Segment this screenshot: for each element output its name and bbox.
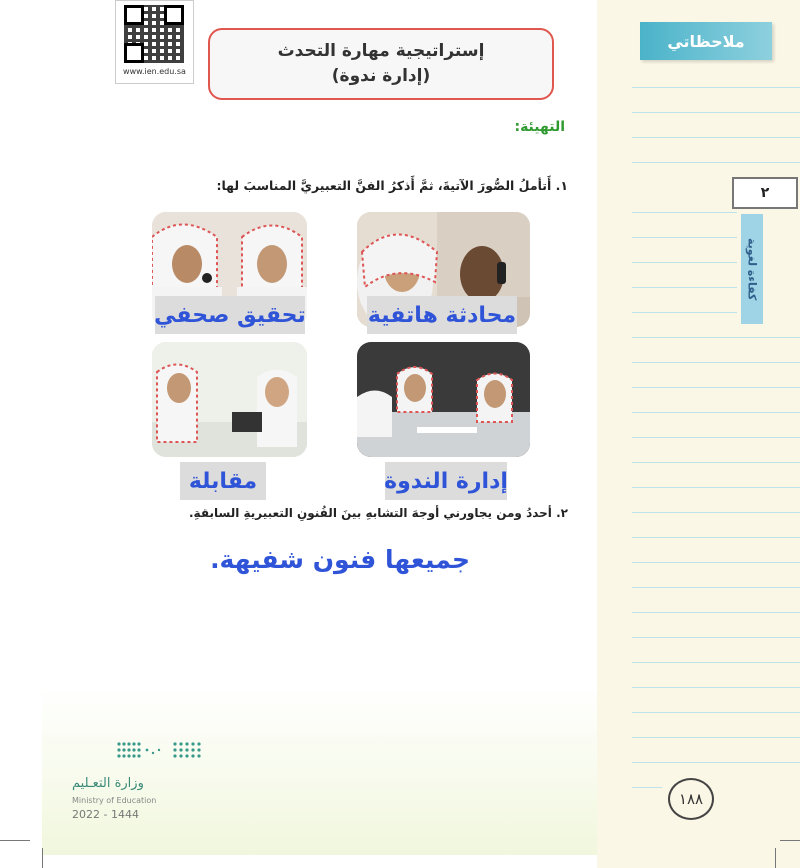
- qr-finder: [124, 5, 144, 25]
- ministry-logo-icon: [115, 740, 205, 762]
- lesson-subtitle: (إدارة ندوة): [331, 66, 431, 86]
- note-line: [632, 162, 800, 163]
- crop-mark: [42, 848, 43, 868]
- note-line: [632, 87, 800, 88]
- note-line: [632, 287, 737, 288]
- note-line: [632, 712, 800, 713]
- note-line: [632, 787, 662, 788]
- crop-mark: [780, 840, 800, 841]
- note-line: [632, 587, 800, 588]
- edition-year: 2022 - 1444: [72, 808, 139, 821]
- qr-finder: [124, 43, 144, 63]
- note-line: [632, 537, 800, 538]
- ministry-name-en: Ministry of Education: [72, 796, 157, 805]
- note-line: [632, 387, 800, 388]
- notes-tab: ملاحظاتي: [640, 22, 772, 60]
- note-line: [632, 637, 800, 638]
- note-line: [632, 462, 800, 463]
- note-line: [632, 437, 800, 438]
- note-line: [632, 412, 800, 413]
- note-line: [632, 687, 800, 688]
- unit-title: كفاءة لغوية: [745, 237, 759, 301]
- crop-mark: [775, 848, 776, 868]
- note-line: [632, 512, 800, 513]
- note-line: [632, 337, 800, 338]
- qr-finder: [164, 5, 184, 25]
- note-line: [632, 262, 737, 263]
- lesson-title: إستراتيجية مهارة التحدث: [277, 41, 485, 61]
- seminar-image: [357, 342, 530, 457]
- photo-interview: [152, 342, 307, 457]
- interview-image: [152, 342, 307, 457]
- note-line: [632, 137, 800, 138]
- caption-press-investigation: تحقيق صحفي: [155, 296, 305, 334]
- caption-interview: مقابلة: [180, 462, 266, 500]
- note-line: [632, 737, 800, 738]
- unit-title-strip: [741, 214, 763, 324]
- note-line: [632, 487, 800, 488]
- note-line: [632, 312, 737, 313]
- note-line: [632, 362, 800, 363]
- photo-seminar: [357, 342, 530, 457]
- handwritten-answer: جميعها فنون شفيهة.: [210, 545, 470, 574]
- note-line: [632, 662, 800, 663]
- page-number: ١٨٨: [668, 778, 714, 820]
- note-line: [632, 762, 800, 763]
- note-line: [632, 112, 800, 113]
- note-line: [632, 562, 800, 563]
- question-2: ٢. أحددُ ومن يجاورني أوجهَ التشابهِ بينَ الفُنونِ التعبيريةِ السابقةِ.: [189, 506, 568, 520]
- section-label: التهيئة:: [514, 119, 565, 135]
- unit-number-box: ٢: [732, 177, 798, 209]
- note-line: [632, 612, 800, 613]
- ministry-name-ar: وزارة التعـليم: [72, 776, 144, 791]
- lesson-title-box: [208, 28, 554, 100]
- caption-phone-conversation: محادثة هاتفية: [367, 296, 517, 334]
- question-1: ١. أَتأملُ الصُّورَ الآتيةَ، ثمَّ أَذكرُ الفنَّ التعبيريَّ المناسبَ لها:: [216, 178, 568, 193]
- qr-url: www.ien.edu.sa: [123, 67, 186, 76]
- note-line: [632, 237, 737, 238]
- qr-code-box[interactable]: [115, 0, 194, 84]
- note-line: [632, 212, 737, 213]
- caption-seminar: إدارة الندوة: [385, 462, 507, 500]
- crop-mark: [0, 840, 30, 841]
